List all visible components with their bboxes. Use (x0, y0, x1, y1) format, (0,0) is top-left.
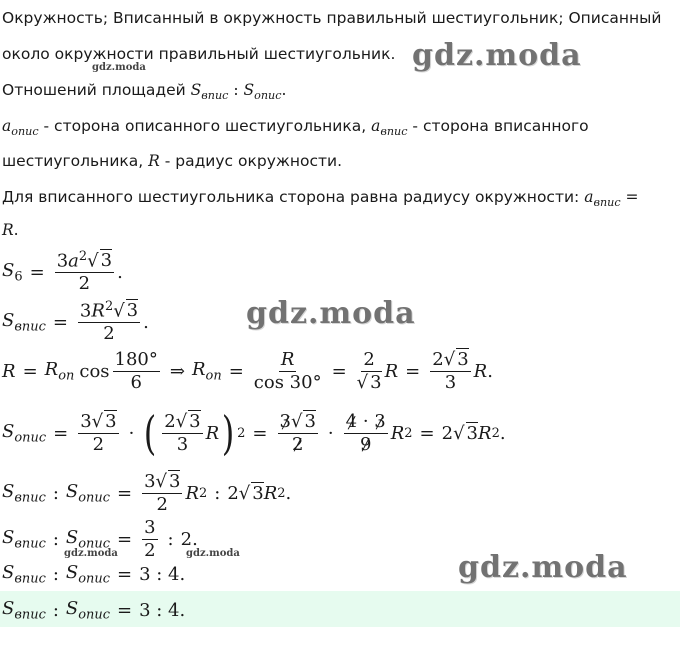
watermark-logo: gdz.moda (412, 38, 582, 73)
watermark-small: gdz.moda (186, 548, 240, 559)
formula-s-circumscribed: $S_{опис}$ = $\frac{3√ 3}{2}$ · ( $\frac{2√ 3}{3}$ R ) 2 = $\frac{3√ 3}{2}$ · $\frac{4 \cdot 3}{9}$ R 2 = 2√ 3 R 2 . (2, 406, 506, 460)
problem-topics-line: Окружность; Вписанный в окружность правильный шестиугольник; Описанный (2, 9, 662, 27)
formula-ratio-result: $S_{впис}$ : $S_{опис}$ = 3 : 4. (2, 562, 186, 587)
watermark-small: gdz.moda (64, 548, 118, 559)
answer-line: $S_{впис}$ : $S_{опис}$ = 3 : 4. (2, 598, 186, 623)
formula-s6: $S_6$ = $\frac{3a^2√ 3}{2}$ . (2, 249, 123, 295)
formula-s-inscribed: $S_{впис}$ = $\frac{3R^2√ 3}{2}$ . (2, 299, 149, 345)
formula-ratio-expanded: $S_{впис}$ : $S_{опис}$ = $\frac{3√ 3}{2}$ R 2 : 2√ 3 R 2 . (2, 471, 292, 515)
watermark-logo: gdz.moda (458, 550, 628, 585)
definitions-line: $a_{опис}$ - сторона описанного шестиугольника, $a_{впис}$ - сторона вписанного (2, 117, 589, 138)
formula-radius-relation: R = $R_{on}$ cos $\frac{180^\circ}{6}$ ⇒ $R_{on}$ = $\frac{R}{\cos 30^\circ}$ = $\frac{2}{√ 3}$ R = $\frac{2√ 3}{3}$ R . (2, 349, 493, 393)
ratio-statement: Отношений площадей $S_{впис}$ : $S_{опис}$. (2, 81, 287, 102)
watermark-small: gdz.moda (92, 62, 146, 73)
watermark-logo: gdz.moda (246, 296, 416, 331)
inscribed-side-statement-end: R. (2, 221, 19, 239)
inscribed-side-statement: Для вписанного шестиугольника сторона равна радиусу окружности: $a_{впис}$ = (2, 188, 639, 209)
formula-ratio-simplified: $S_{впис}$ : $S_{опис}$ = $\frac{3}{2}$ : 2. (2, 517, 198, 561)
problem-topics-line-2: около окружности правильный шестиугольник. (2, 45, 396, 63)
definitions-line-2: шестиугольника, R - радиус окружности. (2, 152, 342, 170)
